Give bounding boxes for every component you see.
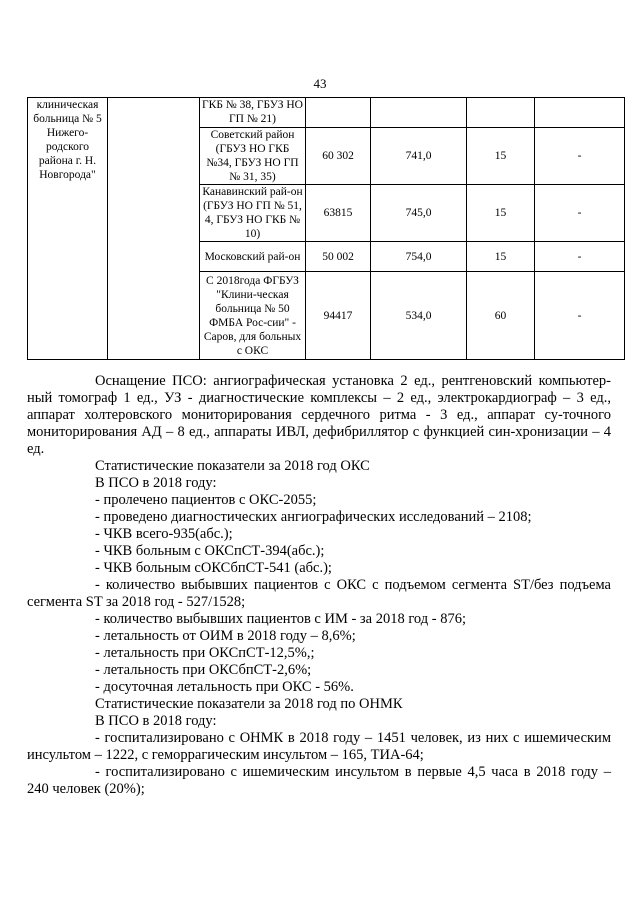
list-item: - летальность при ОКСбпСТ-2,6%; (95, 662, 312, 678)
table-cell-area: 534,0 (371, 272, 467, 360)
table-cell-empty (108, 98, 200, 360)
list-item: - летальность при ОКСпСТ-12,5%,; (95, 645, 315, 661)
table-cell-district: Канавинский рай-он (ГБУЗ НО ГП № 51, 4, ГБУЗ НО ГКБ № 10) (200, 185, 306, 242)
list-item: - количество выбывших пациентов с ИМ - за 2018 год - 876; (95, 611, 467, 627)
table-cell-beds: 15 (467, 185, 535, 242)
list-item: - количество выбывших пациентов с ОКС с подъемом сегмента ST/без подъема сегмента ST за 2018 год - 527/1528; (27, 577, 611, 610)
list-item: - досуточная летальность при ОКС - 56%. (95, 679, 354, 695)
table-cell-area: 741,0 (371, 128, 467, 185)
table-cell-district: ГКБ № 38, ГБУЗ НО ГП № 21) (200, 98, 306, 128)
table-cell-hospital: клиническая больница № 5 Нижего-родского района г. Н. Новгорода" (28, 98, 108, 360)
table-cell-area (371, 98, 467, 128)
table-cell-beds: 60 (467, 272, 535, 360)
table-cell-area: 745,0 (371, 185, 467, 242)
table-cell-population: 63815 (306, 185, 371, 242)
hospital-table (27, 97, 625, 360)
page-number: 43 (313, 76, 327, 91)
list-item: - проведено диагностических ангиографических исследований – 2108; (95, 509, 532, 525)
table-cell-beds: 15 (467, 128, 535, 185)
list-item: - пролечено пациентов с ОКС-2055; (95, 492, 317, 508)
table-cell-extra: - (535, 185, 625, 242)
table-cell-area: 754,0 (371, 242, 467, 272)
table-cell-population (306, 98, 371, 128)
section-heading-oks: Статистические показатели за 2018 год ОКС (95, 458, 370, 474)
table-cell-district: С 2018года ФГБУЗ "Клини-ческая больница № 50 ФМБА Рос-сии" - Саров, для больных с ОКС (200, 272, 306, 360)
table-cell-beds (467, 98, 535, 128)
table-row (28, 98, 625, 128)
body-text (27, 373, 611, 798)
subheading-pso: В ПСО в 2018 году: (95, 475, 217, 491)
table-cell-district: Советский район (ГБУЗ НО ГКБ №34, ГБУЗ НО ГП № 31, 35) (200, 128, 306, 185)
list-item: - госпитализировано с ишемическим инсультом в первые 4,5 часа в 2018 году – 240 человек (20%); (27, 764, 611, 797)
list-item: - летальность от ОИМ в 2018 году – 8,6%; (95, 628, 356, 644)
list-item: - госпитализировано с ОНМК в 2018 году – 1451 человек, из них с ишемическим инсультом – 1222, с геморрагическим инсультом – 165, ТИА-64; (27, 730, 611, 763)
table-cell-extra (535, 98, 625, 128)
table-cell-extra: - (535, 242, 625, 272)
table-cell-population: 94417 (306, 272, 371, 360)
table-cell-beds: 15 (467, 242, 535, 272)
list-item: - ЧКВ всего-935(абс.); (95, 526, 233, 542)
table-cell-district: Московский рай-он (200, 242, 306, 272)
paragraph-equipment: Оснащение ПСО: ангиографическая установка 2 ед., рентгеновский компьютер-ный томограф 1 ед., УЗ - диагностические комплексы – 2 ед., электрокардиограф – 3 ед., аппарат холтеровского мониторирования сердечного ритма - 3 ед., аппарат су-точного мониторирования АД – 8 ед., аппараты ИВЛ, дефибриллятор с функцией син-хронизации – 4 ед. (27, 373, 611, 457)
list-item: - ЧКВ больным с ОКСпСТ-394(абс.); (95, 543, 325, 559)
table-cell-population: 60 302 (306, 128, 371, 185)
table-cell-extra: - (535, 128, 625, 185)
section-heading-onmk: Статистические показатели за 2018 год по ОНМК (95, 696, 403, 712)
table-cell-population: 50 002 (306, 242, 371, 272)
table-cell-extra: - (535, 272, 625, 360)
list-item: - ЧКВ больным сОКСбпСТ-541 (абс.); (95, 560, 332, 576)
subheading-pso: В ПСО в 2018 году: (95, 713, 217, 729)
